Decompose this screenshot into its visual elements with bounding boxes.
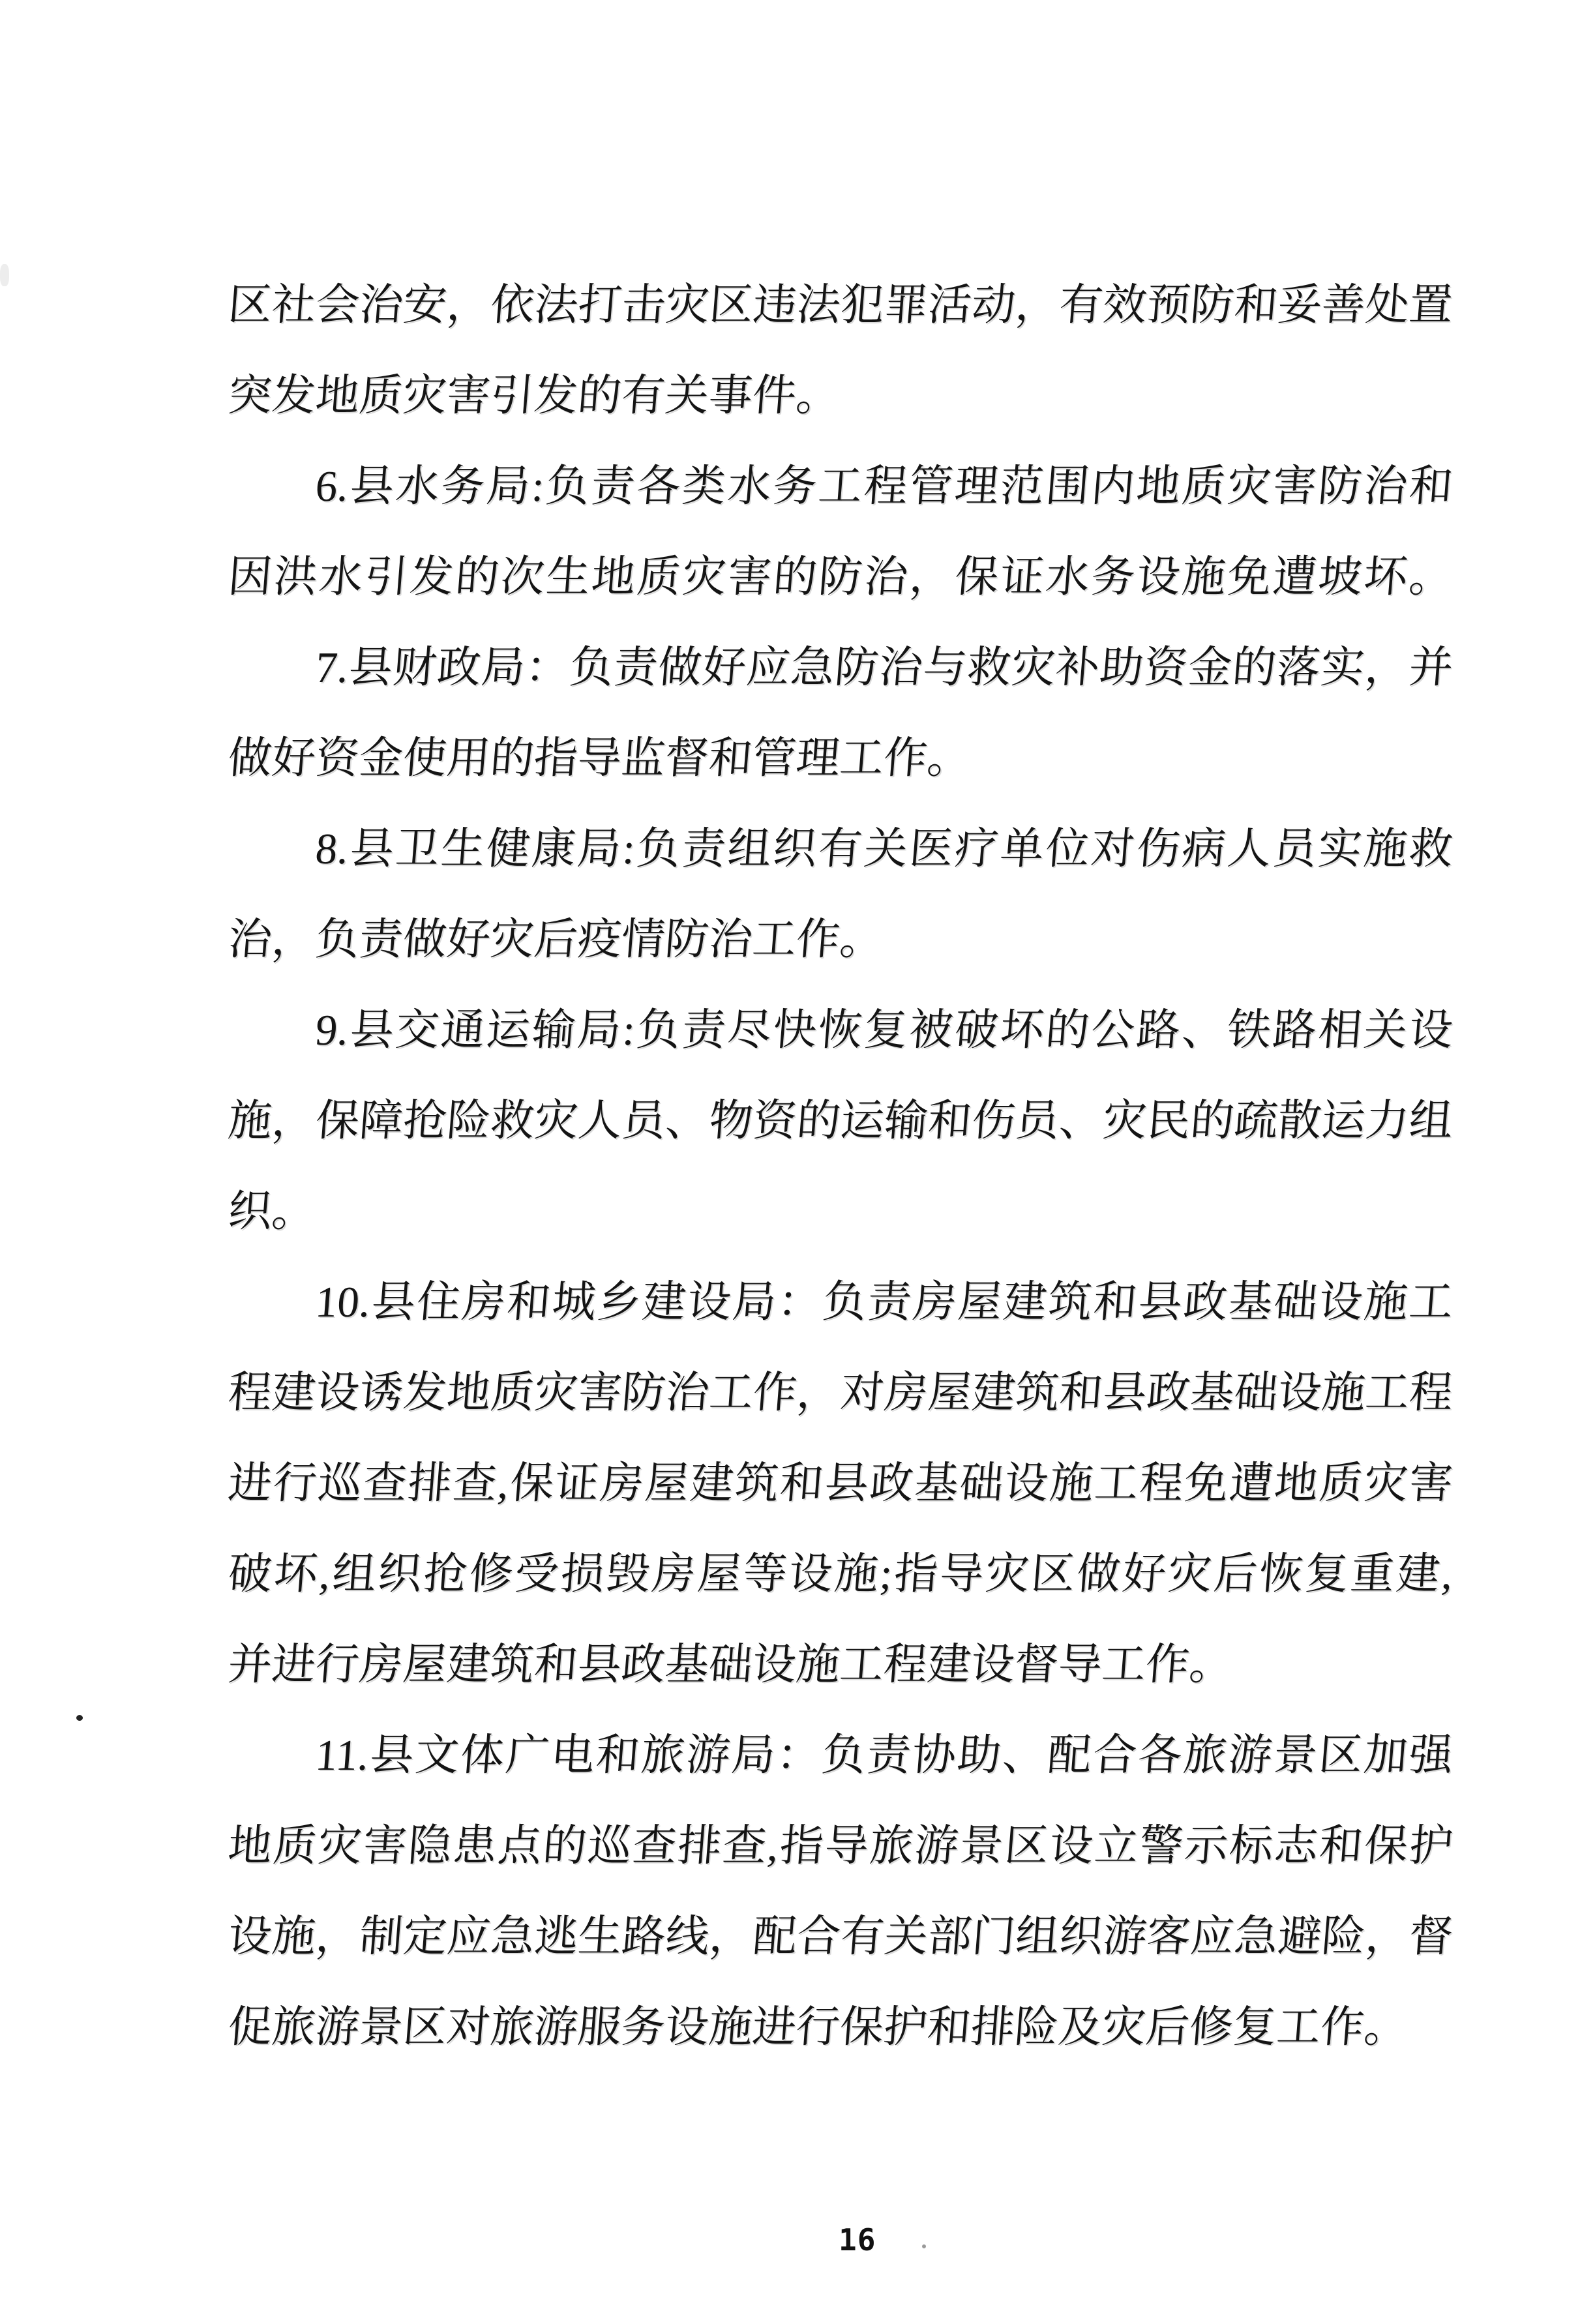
stray-ink-dot (76, 1715, 83, 1721)
text-line: 促旅游景区对旅游服务设施进行保护和排险及灾后修复工作。 (226, 2003, 1410, 2051)
stray-ink-dot-small (922, 2244, 926, 2248)
text-line: 治，负责做好灾后疫情防治工作。 (226, 916, 886, 964)
text-line: 织。 (226, 1187, 318, 1236)
text-line: 7.县财政局：负责做好应急防治与救灾补助资金的落实，并 (314, 644, 1455, 692)
text-line: 区社会治安，依法打击灾区违法犯罪活动，有效预防和妥善处置 (226, 281, 1455, 329)
text-line: 程建设诱发地质灾害防治工作，对房屋建筑和县政基础设施工程 (226, 1369, 1455, 1417)
text-line: 8.县卫生健康局:负责组织有关医疗单位对伤病人员实施救 (314, 825, 1455, 873)
text-line: 施，保障抢险救灾人员、物资的运输和伤员、灾民的疏散运力组 (226, 1097, 1455, 1145)
text-line: 6.县水务局:负责各类水务工程管理范围内地质灾害防治和 (314, 462, 1455, 511)
text-line: 做好资金使用的指导监督和管理工作。 (226, 734, 973, 782)
text-line: 设施，制定应急逃生路线，配合有关部门组织游客应急避险，督 (226, 1913, 1455, 1961)
text-line: 10.县住房和城乡建设局：负责房屋建筑和县政基础设施工 (314, 1278, 1455, 1326)
text-line: 因洪水引发的次生地质灾害的防治，保证水务设施免遭坡坏。 (226, 553, 1455, 601)
text-line: 11.县文体广电和旅游局：负责协助、配合各旅游景区加强 (314, 1731, 1455, 1780)
body-text-block (228, 260, 1453, 2073)
text-line: 进行巡查排查,保证房屋建筑和县政基础设施工程免遭地质灾害 (226, 1459, 1455, 1508)
text-line: 破坏,组织抢修受损毁房屋等设施;指导灾区做好灾后恢复重建, (226, 1550, 1455, 1598)
text-line: 并进行房屋建筑和县政基础设施工程建设督导工作。 (226, 1641, 1235, 1689)
text-line: 地质灾害隐患点的巡查排查,指导旅游景区设立警示标志和保护 (226, 1822, 1455, 1870)
page-number: 16 (839, 2222, 876, 2257)
scan-edge-smudge (0, 264, 9, 286)
text-line: 9.县交通运输局:负责尽快恢复被破坏的公路、铁路相关设 (314, 1006, 1455, 1054)
text-line: 突发地质灾害引发的有关事件。 (226, 372, 842, 420)
